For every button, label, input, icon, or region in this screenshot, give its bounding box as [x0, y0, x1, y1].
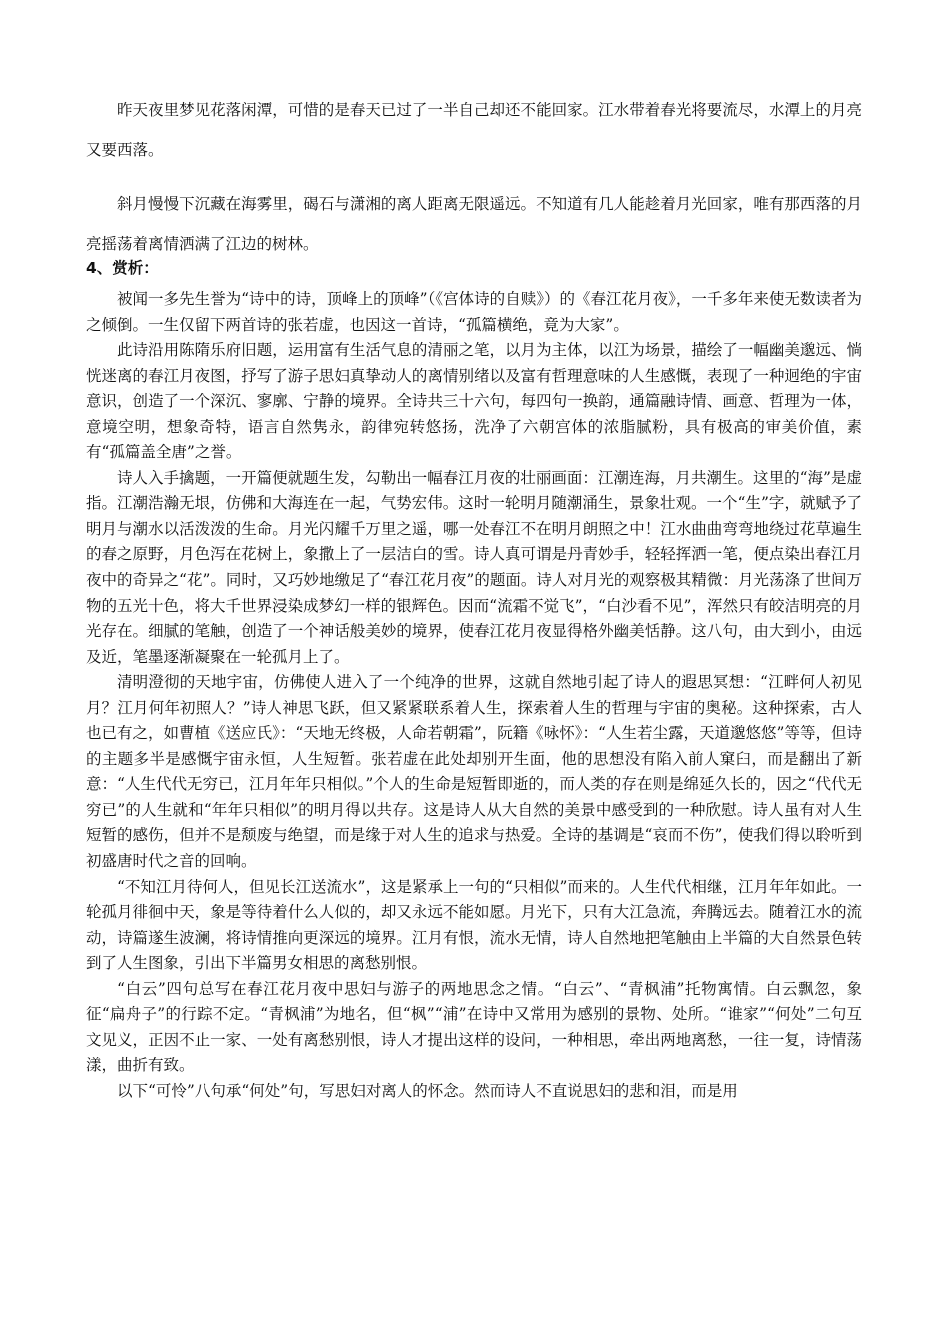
- appreciation-paragraph-7: 以下“可怜”八句承“何处”句，写思妇对离人的怀念。然而诗人不直说思妇的悲和泪，而是用: [117, 1081, 738, 1100]
- appreciation-paragraph-1: 被闻一多先生誉为“诗中的诗，顶峰上的顶峰”（《宫体诗的自赎》）的《春江花月夜》，一千多年来使无数读者为之倾倒。一生仅留下两首诗的张若虚，也因这一首诗，“孤篇横绝，竟为大家”。: [86, 290, 862, 334]
- translation-paragraph-2: 斜月慢慢下沉藏在海雾里，碣石与潇湘的离人距离无限遥远。不知道有几人能趁着月光回家，唯有那西落的月亮摇荡着离情洒满了江边的树林。: [86, 195, 862, 253]
- appreciation-paragraph-2: 此诗沿用陈隋乐府旧题，运用富有生活气息的清丽之笔，以月为主体，以江为场景，描绘了一幅幽美邈远、惝恍迷离的春江月夜图，抒写了游子思妇真挚动人的离情别绪以及富有哲理意味的人生感慨，表现了一种迥绝的宇宙意识，创造了一个深沉、寥廓、宁静的境界。全诗共三十六句，每四句一换韵，通篇融诗情、画意、哲理为一体，意境空明，想象奇特，语言自然隽永，韵律宛转悠扬，洗净了六朝宫体的浓脂腻粉，具有极高的审美价值，素有“孤篇盖全唐”之誉。: [86, 341, 862, 462]
- translation-paragraph-1: 昨天夜里梦见花落闲潭，可惜的是春天已过了一半自己却还不能回家。江水带着春光将要流尽，水潭上的月亮又要西落。: [86, 101, 862, 159]
- appreciation-paragraph-4: 清明澄彻的天地宇宙，仿佛使人进入了一个纯净的世界，这就自然地引起了诗人的遐思冥想：“江畔何人初见月？江月何年初照人？”诗人神思飞跃，但又紧紧联系着人生，探索着人生的哲理与宇宙的奥秘。这种探索，古人也已有之，如曹植《送应氏》：“天地无终极，人命若朝霜”，阮籍《咏怀》：“人生若尘露，天道邈悠悠”等等，但诗的主题多半是感慨宇宙永恒，人生短暂。张若虚在此处却别开生面，他的思想没有陷入前人窠臼，而是翻出了新意：“人生代代无穷已，江月年年只相似。”个人的生命是短暂即逝的，而人类的存在则是绵延久长的，因之“代代无穷已”的人生就和“年年只相似”的明月得以共存。这是诗人从大自然的美景中感受到的一种欣慰。诗人虽有对人生短暂的感伤，但并不是颓废与绝望，而是缘于对人生的追求与热爱。全诗的基调是“哀而不伤”，使我们得以聆听到初盛唐时代之音的回响。: [86, 673, 862, 871]
- appreciation-paragraph-3: 诗人入手擒题，一开篇便就题生发，勾勒出一幅春江月夜的壮丽画面：江潮连海，月共潮生。这里的“海”是虚指。江潮浩瀚无垠，仿佛和大海连在一起，气势宏伟。这时一轮明月随潮涌生，景象壮观。一个“生”字，就赋予了明月与潮水以活泼泼的生命。月光闪耀千万里之遥，哪一处春江不在明月朗照之中！江水曲曲弯弯地绕过花草遍生的春之原野，月色泻在花树上，象撒上了一层洁白的雪。诗人真可谓是丹青妙手，轻轻挥洒一笔，便点染出春江月夜中的奇异之“花”。同时，又巧妙地缴足了“春江花月夜”的题面。诗人对月光的观察极其精微：月光荡涤了世间万物的五光十色，将大千世界浸染成梦幻一样的银辉色。因而“流霜不觉飞”，“白沙看不见”，浑然只有皎洁明亮的月光存在。细腻的笔触，创造了一个神话般美妙的境界，使春江花月夜显得格外幽美恬静。这八句，由大到小，由远及近，笔墨逐渐凝聚在一轮孤月上了。: [86, 468, 862, 666]
- section-heading-appreciation: 4、赏析：: [86, 259, 159, 277]
- appreciation-body: [86, 287, 862, 1105]
- appreciation-paragraph-5: “不知江月待何人，但见长江送流水”，这是紧承上一句的“只相似”而来的。人生代代相继，江月年年如此。一轮孤月徘徊中天，象是等待着什么人似的，却又永远不能如愿。月光下，只有大江急流，奔腾远去。随着江水的流动，诗篇遂生波澜，将诗情推向更深远的境界。江月有恨，流水无情，诗人自然地把笔触由上半篇的大自然景色转到了人生图象，引出下半篇男女相思的离愁别恨。: [86, 877, 862, 973]
- appreciation-paragraph-6: “白云”四句总写在春江花月夜中思妇与游子的两地思念之情。“白云”、“青枫浦”托物寓情。白云飘忽，象征“扁舟子”的行踪不定。“青枫浦”为地名，但“枫”“浦”在诗中又常用为感别的景物、处所。“谁家”“何处”二句互文见义，正因不止一家、一处有离愁别恨，诗人才提出这样的设问，一种相思，牵出两地离愁，一往一复，诗情荡漾，曲折有致。: [86, 979, 862, 1075]
